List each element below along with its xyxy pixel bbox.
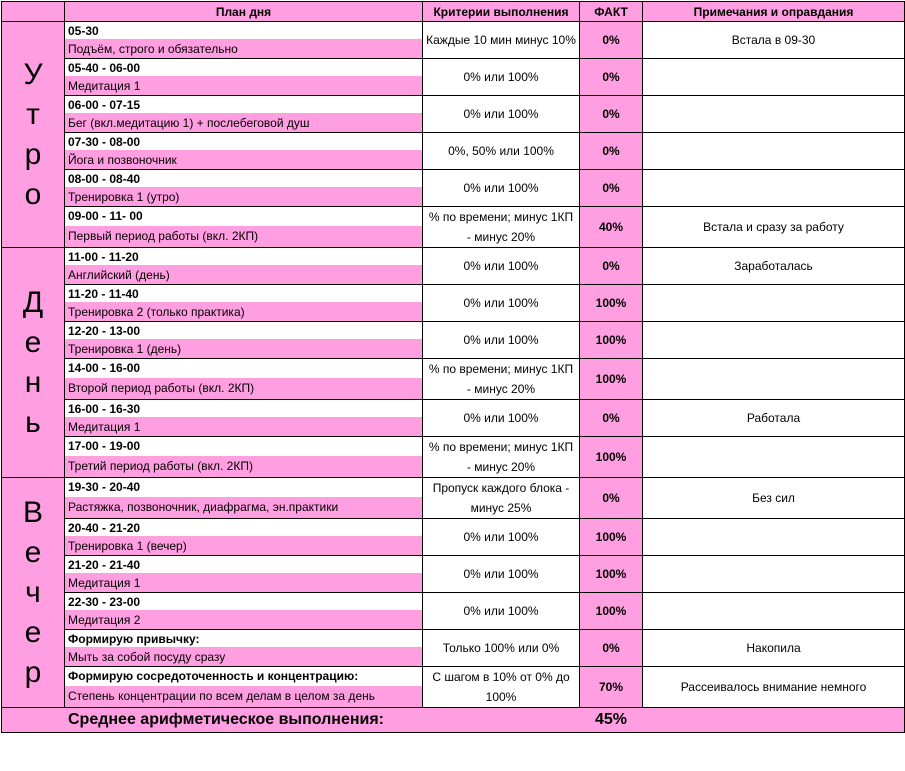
task-cell[interactable]: Медитация 1 <box>65 417 423 437</box>
fact-cell[interactable]: 70% <box>580 667 643 708</box>
time-slot-cell[interactable]: 17-00 - 19-00 <box>65 437 423 456</box>
table-row <box>2 667 905 686</box>
criteria-cell[interactable]: % по времени; минус 1КП - минус 20% <box>423 359 580 400</box>
note-cell[interactable]: Рассеивалось внимание немного <box>643 667 905 708</box>
task-cell[interactable]: Медитация 2 <box>65 610 423 630</box>
average-value[interactable]: 45% <box>580 708 643 733</box>
criteria-cell[interactable]: 0% или 100% <box>423 556 580 593</box>
note-cell[interactable]: Работала <box>643 400 905 437</box>
period-letter: р <box>24 137 42 171</box>
task-cell[interactable]: Второй период работы (вкл. 2КП) <box>65 378 423 400</box>
task-cell[interactable]: Бег (вкл.медитацию 1) + послебеговой душ <box>65 113 423 133</box>
criteria-cell[interactable]: Пропуск каждого блока - минус 25% <box>423 478 580 519</box>
fact-cell[interactable]: 0% <box>580 22 643 59</box>
time-slot-cell[interactable]: Формирую привычку: <box>65 630 423 648</box>
fact-cell[interactable]: 0% <box>580 248 643 285</box>
period-letter: Д <box>22 285 44 319</box>
table-row <box>2 593 905 611</box>
header-row <box>2 2 905 22</box>
time-slot-cell[interactable]: 08-00 - 08-40 <box>65 170 423 188</box>
criteria-cell[interactable]: 0% или 100% <box>423 170 580 207</box>
table-row <box>2 285 905 303</box>
table-row <box>2 96 905 114</box>
time-slot-cell[interactable]: 05-30 <box>65 22 423 40</box>
period-letter: В <box>22 495 43 529</box>
fact-cell[interactable]: 0% <box>580 133 643 170</box>
fact-cell[interactable]: 0% <box>580 478 643 519</box>
task-cell[interactable]: Тренировка 1 (утро) <box>65 187 423 207</box>
note-cell[interactable]: Встала и сразу за работу <box>643 207 905 248</box>
task-cell[interactable]: Тренировка 1 (день) <box>65 339 423 359</box>
period-letter: р <box>24 655 42 689</box>
criteria-cell[interactable]: 0% или 100% <box>423 322 580 359</box>
fact-cell[interactable]: 100% <box>580 359 643 400</box>
note-cell[interactable]: Встала в 09-30 <box>643 22 905 59</box>
task-cell[interactable]: Йога и позвоночник <box>65 150 423 170</box>
fact-cell[interactable]: 100% <box>580 556 643 593</box>
table-row <box>2 400 905 418</box>
note-cell[interactable]: Без сил <box>643 478 905 519</box>
note-cell[interactable] <box>643 285 905 322</box>
table-row <box>2 437 905 456</box>
time-slot-cell[interactable]: 14-00 - 16-00 <box>65 359 423 378</box>
period-letter: е <box>24 615 42 649</box>
fact-cell[interactable]: 0% <box>580 59 643 96</box>
note-cell[interactable] <box>643 359 905 400</box>
fact-cell[interactable]: 100% <box>580 593 643 630</box>
time-slot-cell[interactable]: 12-20 - 13-00 <box>65 322 423 340</box>
period-letter: ь <box>25 405 41 439</box>
header-criteria[interactable]: Критерии выполнения <box>423 2 580 22</box>
table-row <box>2 519 905 537</box>
day-plan-table <box>1 1 905 733</box>
time-slot-cell[interactable]: 20-40 - 21-20 <box>65 519 423 537</box>
period-letter: т <box>26 97 40 131</box>
table-row <box>2 59 905 77</box>
fact-cell[interactable]: 40% <box>580 207 643 248</box>
note-cell[interactable]: Накопила <box>643 630 905 667</box>
period-label-cell <box>2 248 65 478</box>
fact-cell[interactable]: 100% <box>580 285 643 322</box>
criteria-cell[interactable]: Каждые 10 мин минус 10% <box>423 22 580 59</box>
fact-cell[interactable]: 0% <box>580 630 643 667</box>
table-row <box>2 556 905 574</box>
task-cell[interactable]: Первый период работы (вкл. 2КП) <box>65 226 423 248</box>
note-cell[interactable]: Заработалась <box>643 248 905 285</box>
period-letter: У <box>23 57 43 91</box>
time-slot-cell[interactable]: 19-30 - 20-40 <box>65 478 423 497</box>
table-row <box>2 322 905 340</box>
table-row <box>2 630 905 648</box>
time-slot-cell[interactable]: 05-40 - 06-00 <box>65 59 423 77</box>
criteria-cell[interactable]: 0% или 100% <box>423 59 580 96</box>
table-row <box>2 170 905 188</box>
criteria-cell[interactable]: С шагом в 10% от 0% до 100% <box>423 667 580 708</box>
table-row <box>2 478 905 497</box>
task-cell[interactable]: Тренировка 2 (только практика) <box>65 302 423 322</box>
note-cell[interactable] <box>643 322 905 359</box>
note-cell[interactable] <box>643 170 905 207</box>
table-row <box>2 22 905 40</box>
criteria-cell[interactable]: 0% или 100% <box>423 400 580 437</box>
note-cell[interactable] <box>643 519 905 556</box>
fact-cell[interactable]: 100% <box>580 322 643 359</box>
period-letter: е <box>24 325 42 359</box>
fact-cell[interactable]: 100% <box>580 519 643 556</box>
note-cell[interactable] <box>643 556 905 593</box>
footer-row <box>2 708 905 733</box>
period-letter: ч <box>25 575 41 609</box>
task-cell[interactable]: Третий период работы (вкл. 2КП) <box>65 456 423 478</box>
time-slot-cell[interactable]: 11-00 - 11-20 <box>65 248 423 266</box>
header-notes[interactable]: Примечания и оправдания <box>643 2 905 22</box>
task-cell[interactable]: Английский (день) <box>65 265 423 285</box>
header-plan[interactable]: План дня <box>65 2 423 22</box>
time-slot-cell[interactable]: 21-20 - 21-40 <box>65 556 423 574</box>
period-letter: н <box>24 365 42 399</box>
criteria-cell[interactable]: % по времени; минус 1КП - минус 20% <box>423 207 580 248</box>
task-cell[interactable]: Степень концентрации по всем делам в целом за день <box>65 686 423 708</box>
criteria-cell[interactable]: Только 100% или 0% <box>423 630 580 667</box>
time-slot-cell[interactable]: 16-00 - 16-30 <box>65 400 423 418</box>
note-cell[interactable] <box>643 437 905 478</box>
criteria-cell[interactable]: 0%, 50% или 100% <box>423 133 580 170</box>
criteria-cell[interactable]: 0% или 100% <box>423 96 580 133</box>
time-slot-cell[interactable]: 06-00 - 07-15 <box>65 96 423 114</box>
task-cell[interactable]: Медитация 1 <box>65 573 423 593</box>
task-cell[interactable]: Подъём, строго и обязательно <box>65 39 423 59</box>
note-cell[interactable] <box>643 96 905 133</box>
period-label-cell <box>2 22 65 248</box>
table-row <box>2 248 905 266</box>
header-fact[interactable]: ФАКТ <box>580 2 643 22</box>
header-corner <box>2 2 65 22</box>
fact-cell[interactable]: 0% <box>580 400 643 437</box>
footer-blank <box>423 708 580 733</box>
time-slot-cell[interactable]: Формирую сосредоточенность и концентрацию: <box>65 667 423 686</box>
table-row <box>2 359 905 378</box>
criteria-cell[interactable]: 0% или 100% <box>423 593 580 630</box>
time-slot-cell[interactable]: 07-30 - 08-00 <box>65 133 423 151</box>
note-cell[interactable] <box>643 133 905 170</box>
note-cell[interactable] <box>643 59 905 96</box>
note-cell[interactable] <box>643 593 905 630</box>
table-row <box>2 133 905 151</box>
task-cell[interactable]: Растяжка, позвоночник, диафрагма, эн.практики <box>65 497 423 519</box>
task-cell[interactable]: Тренировка 1 (вечер) <box>65 536 423 556</box>
time-slot-cell[interactable]: 09-00 - 11- 00 <box>65 207 423 226</box>
period-label-cell <box>2 478 65 708</box>
criteria-cell[interactable]: 0% или 100% <box>423 285 580 322</box>
criteria-cell[interactable]: 0% или 100% <box>423 519 580 556</box>
period-letter: е <box>24 535 42 569</box>
criteria-cell[interactable]: % по времени; минус 1КП - минус 20% <box>423 437 580 478</box>
fact-cell[interactable]: 0% <box>580 170 643 207</box>
average-label: Среднее арифметическое выполнения: <box>2 708 423 733</box>
footer-end <box>643 708 905 733</box>
fact-cell[interactable]: 0% <box>580 96 643 133</box>
task-cell[interactable]: Медитация 1 <box>65 76 423 96</box>
time-slot-cell[interactable]: 11-20 - 11-40 <box>65 285 423 303</box>
period-letter: о <box>24 177 42 211</box>
fact-cell[interactable]: 100% <box>580 437 643 478</box>
criteria-cell[interactable]: 0% или 100% <box>423 248 580 285</box>
task-cell[interactable]: Мыть за собой посуду сразу <box>65 647 423 667</box>
table-row <box>2 207 905 226</box>
time-slot-cell[interactable]: 22-30 - 23-00 <box>65 593 423 611</box>
